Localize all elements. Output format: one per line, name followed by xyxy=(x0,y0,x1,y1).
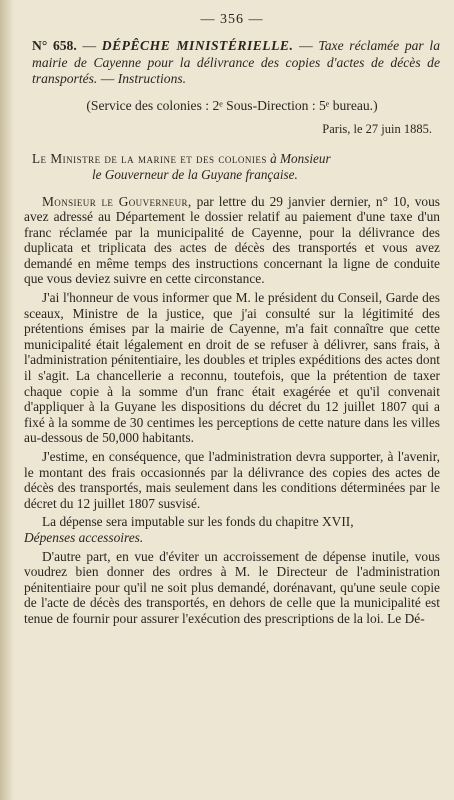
address-sender: Le Ministre de la marine et des colonies xyxy=(32,150,267,166)
heading-dash-1: — xyxy=(76,38,102,53)
paragraph-2: J'ai l'honneur de vous informer que M. le président du Conseil, Garde des sceaux, Ministre de la justice, que j'ai consulté sur la légitimité des prétentions émises par la mairie de Cayenne, m'a fait connaître que cette municipalité était légalement en droit de se refuser à délivrer, sans frais, à l'administration pénitentiaire, les doubles et triples expéditions des actes dont il s'agit. La chancellerie a reconnu, toutefois, que la prétention de taxer chaque copie à la somme d'un franc était exagérée et qu'il convenait d'appliquer à la Guyane les dispositions du décret du 12 juillet 1807 qui a fixé à la somme de 30 centimes les perceptions de cette nature dans les villes au-dessous de 50,000 habitants. xyxy=(24,290,440,446)
address-recipient-title: Monsieur xyxy=(280,150,331,166)
paragraph-3: J'estime, en conséquence, que l'administration devra supporter, à l'avenir, le montant des frais occasionnés par la délivrance des copies des actes de décès des transportés, mais seulement dans les conditions déterminées par le décret du 12 juillet 1807 susvisé. xyxy=(24,449,440,511)
page-number: — 356 — xyxy=(200,12,264,27)
paragraph-5: D'autre part, en vue d'éviter un accroissement de dépense inutile, vous voudrez bien donner des ordres à M. le Directeur de l'administration pénitentiaire pour qu'il ne soit plus demandé, dorénavant, qu'une seule copie de l'acte de décès des transportés, en dehors de celle que la municipalité est tenue de fournir pour assurer l'exécution des prescriptions de la loi. Le Dé- xyxy=(24,548,440,626)
address-preposition: à xyxy=(266,150,281,166)
paragraph-1-text: par lettre du 29 janvier dernier, n° 10, vous avez adressé au Département le dossier relatif au paiement d'une taxe d'un franc réclamée par la municipalité de Cayenne, pour la délivrance des duplicata et triplicata des actes de décès des transportés et vous avez demandé en même temps des instructions concernant la ligne de conduite que vous deviez suivre en cette circonstance. xyxy=(24,193,440,287)
address-line-1 xyxy=(32,151,440,168)
dispatch-title: DÉPÊCHE MINISTÉRIELLE. xyxy=(101,38,294,53)
dispatch-heading xyxy=(24,38,440,88)
paragraph-1 xyxy=(24,194,440,288)
paragraph-4-italic: Dépenses accessoires. xyxy=(24,529,144,545)
address-recipient: le Gouverneur de la Guyane française. xyxy=(92,167,298,182)
heading-dash-3: — xyxy=(97,71,118,86)
heading-dash-2: — xyxy=(293,38,319,53)
dateline: Paris, le 27 juin 1885. xyxy=(322,121,432,136)
dispatch-number: N° 658. xyxy=(32,38,77,53)
paragraph-4 xyxy=(24,514,440,545)
dispatch-instructions: Instructions. xyxy=(117,71,187,86)
paragraph-4-text: La dépense sera imputable sur les fonds du chapitre XVII, xyxy=(42,514,354,530)
address-block xyxy=(24,151,440,184)
salutation: Monsieur le Gouverneur, xyxy=(42,193,192,209)
service-line: (Service des colonies : 2ᵉ Sous-Direction : 5ᵉ bureau.) xyxy=(86,97,378,113)
dispatch-subject: Taxe réclamée par la mairie de Cayenne pour la délivrance des copies d'actes de décès de transportés. xyxy=(32,38,441,86)
